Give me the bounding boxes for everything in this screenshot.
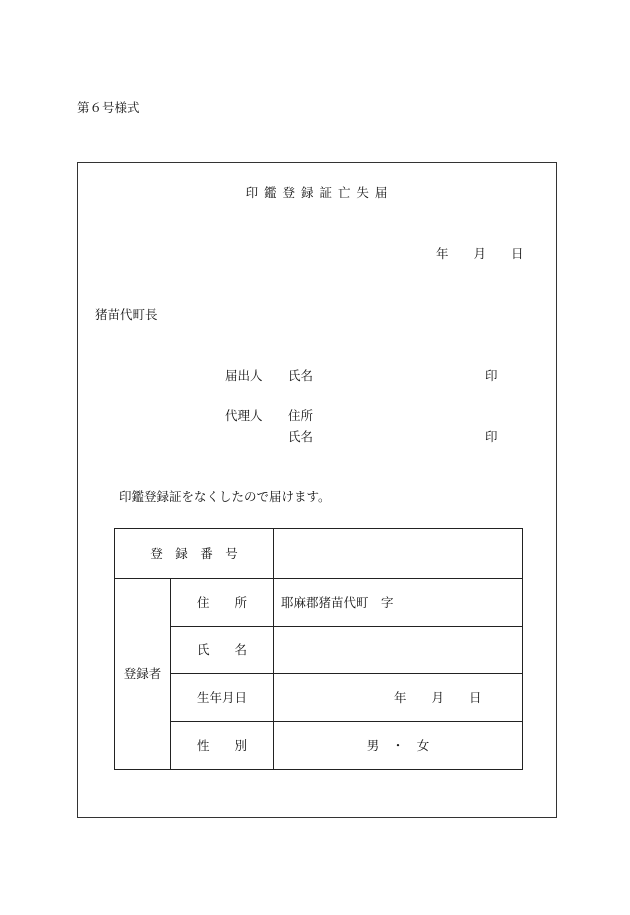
addressee: 猪苗代町長 <box>95 307 158 322</box>
date-line: 年 月 日 <box>436 246 524 261</box>
name-value-cell <box>274 627 523 674</box>
agent-label: 代理人 <box>225 408 263 423</box>
gender-label: 性 別 <box>171 722 274 770</box>
applicant-seal-mark: 印 <box>485 368 498 383</box>
registration-table <box>114 528 523 770</box>
gender-row <box>115 722 523 770</box>
form-number-label: 第６号様式 <box>77 100 140 115</box>
birthdate-label: 生年月日 <box>171 674 274 722</box>
applicant-label: 届出人 <box>225 368 263 383</box>
agent-seal-mark: 印 <box>485 429 498 444</box>
agent-name-label: 氏名 <box>288 429 314 444</box>
gender-value: 男 ・ 女 <box>274 722 523 770</box>
applicant-name-label: 氏名 <box>288 368 314 383</box>
address-value: 耶麻郡猪苗代町 字 <box>274 579 523 627</box>
name-row <box>115 627 523 674</box>
form-title: 印 鑑 登 録 証 亡 失 届 <box>245 185 389 200</box>
birthdate-value: 年 月 日 <box>274 674 523 722</box>
statement-text: 印鑑登録証をなくしたので届けます。 <box>119 489 331 504</box>
agent-address-label: 住所 <box>288 408 314 423</box>
name-label: 氏 名 <box>171 627 274 674</box>
registrant-label: 登録者 <box>115 579 171 770</box>
birthdate-row <box>115 674 523 722</box>
address-row <box>115 579 523 627</box>
registration-number-value-cell <box>274 529 523 579</box>
address-label: 住 所 <box>171 579 274 627</box>
registration-number-row <box>115 529 523 579</box>
registration-number-label: 登 録 番 号 <box>115 529 274 579</box>
